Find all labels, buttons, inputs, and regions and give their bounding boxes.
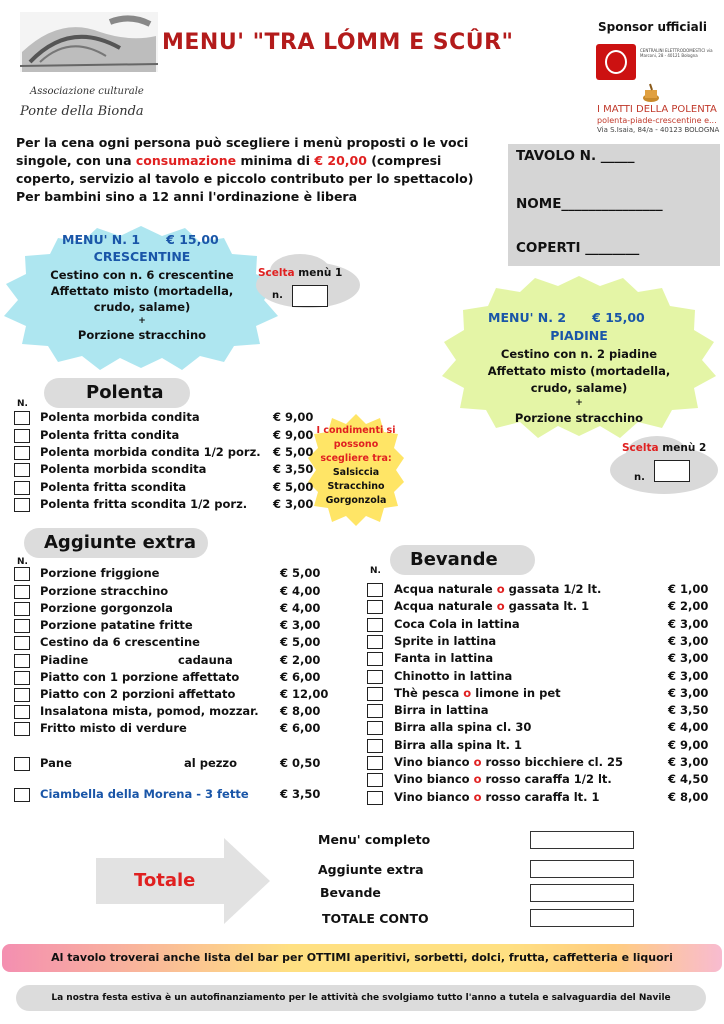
checkbox[interactable] [14, 602, 30, 616]
extra-item-price: € 3,00 [280, 618, 321, 632]
drink-item-price: € 3,00 [668, 686, 709, 700]
condiments-text: I condimenti si possono scegliere tra: Salsiccia Stracchino Gorgonzola [316, 425, 396, 506]
polenta-pot-icon [640, 82, 662, 104]
drink-item-name: Birra alla spina lt. 1 [394, 738, 523, 752]
extra-item-name: Porzione patatine fritte [40, 618, 193, 632]
drink-item-price: € 2,00 [668, 599, 709, 613]
total-bill-field[interactable] [530, 909, 634, 927]
extra-item-price: € 6,00 [280, 670, 321, 684]
polenta-item-price: € 9,00 [273, 410, 314, 424]
extra-item-price: € 2,00 [280, 653, 321, 667]
checkbox[interactable] [14, 636, 30, 650]
extra-item-price: € 8,00 [280, 704, 321, 718]
extra-item-name: Pane [40, 756, 72, 770]
drink-item-price: € 9,00 [668, 738, 709, 752]
footer-note: La nostra festa estiva è un autofinanziamento per le attività che svolgiamo tutto l'anno a tutela e salvaguardia del Navile [16, 985, 706, 1011]
drink-item-price: € 8,00 [668, 790, 709, 804]
total-drinks-label: Bevande [320, 885, 381, 900]
checkbox[interactable] [367, 687, 383, 701]
polenta-item-name: Polenta morbida scondita [40, 462, 207, 476]
checkbox[interactable] [367, 756, 383, 770]
drink-item-price: € 3,00 [668, 651, 709, 665]
intro-line-4: Per bambini sino a 12 anni l'ordinazione è libera [16, 189, 358, 204]
extra-item-name: Ciambella della Morena - 3 fette [40, 787, 249, 801]
checkbox[interactable] [367, 704, 383, 718]
extra-n-label: N. [17, 557, 28, 567]
checkbox[interactable] [367, 583, 383, 597]
polenta-item-name: Polenta fritta scondita 1/2 porz. [40, 497, 248, 511]
totale-label: Totale [134, 870, 196, 891]
checkbox[interactable] [14, 481, 30, 495]
polenta-section-title: Polenta [44, 378, 190, 408]
checkbox[interactable] [367, 773, 383, 787]
sponsor-logo-text: CENTRALINI ELETTRODOMESTICI via Marconi, 28 - 40121 Bologna [640, 48, 713, 58]
menu2-n-label: n. [634, 472, 645, 483]
checkbox[interactable] [14, 463, 30, 477]
extra-item-name: Porzione stracchino [40, 584, 169, 598]
menu2-description: Cestino con n. 2 piadine Affettato misto (mortadella, crudo, salame) + Porzione stracchino [487, 347, 671, 425]
checkbox[interactable] [14, 757, 30, 771]
nome-field[interactable]: NOME_______________ [516, 196, 663, 212]
drink-item-price: € 3,00 [668, 669, 709, 683]
extra-item-price: € 4,00 [280, 601, 321, 615]
drink-item-name: Sprite in lattina [394, 634, 497, 648]
checkbox[interactable] [14, 722, 30, 736]
polenta-item-price: € 3,50 [273, 462, 314, 476]
checkbox[interactable] [367, 721, 383, 735]
extra-item-price: € 3,50 [280, 787, 321, 801]
menu2-title: MENU' N. 2 € 15,00 [488, 310, 645, 325]
polenta-item-name: Polenta fritta scondita [40, 480, 187, 494]
extra-item-name: Fritto misto di verdure [40, 721, 187, 735]
checkbox[interactable] [14, 585, 30, 599]
polenta-item-name: Polenta morbida condita [40, 410, 200, 424]
bar-list-banner: Al tavolo troverai anche lista del bar per OTTIMI aperitivi, sorbetti, dolci, frutta, caffetteria e liquori [2, 944, 722, 972]
intro-text [16, 134, 516, 206]
association-label: Associazione culturale [30, 86, 144, 97]
menu2-name: PIADINE [550, 328, 608, 343]
drink-item-price: € 3,00 [668, 634, 709, 648]
menu1-quantity-box[interactable] [292, 285, 328, 307]
drinks-n-label: N. [370, 566, 381, 576]
intro-line-3: coperto, servizio al tavolo e piccolo contributo per lo spettacolo) [16, 171, 474, 186]
minimum-amount: € 20,00 [314, 153, 367, 168]
sponsor-matti-subtitle: polenta-piade-crescentine e... [597, 116, 717, 125]
menu1-title: MENU' N. 1 € 15,00 [62, 232, 219, 247]
extra-item-name: Piadine [40, 653, 89, 667]
extra-item-price: € 12,00 [280, 687, 329, 701]
drink-item-price: € 3,50 [668, 703, 709, 717]
extra-item-price: € 4,00 [280, 584, 321, 598]
total-drinks-field[interactable] [530, 884, 634, 902]
consumption-highlight: consumazione [135, 153, 237, 168]
page-title: MENU' "TRA LÓMM E SCÛR" [162, 30, 514, 55]
polenta-item-price: € 5,00 [273, 480, 314, 494]
checkbox[interactable] [367, 791, 383, 805]
drink-item-name: Vino bianco o rosso caraffa 1/2 lt. [394, 772, 612, 786]
sponsor-title: Sponsor ufficiali [598, 20, 707, 34]
drink-item-name: Vino bianco o rosso bicchiere cl. 25 [394, 755, 623, 769]
checkbox[interactable] [367, 652, 383, 666]
drink-item-name: Acqua naturale o gassata lt. 1 [394, 599, 590, 613]
checkbox[interactable] [367, 635, 383, 649]
extra-item-name: Piatto con 2 porzioni affettato [40, 687, 236, 701]
extra-item-name: Porzione gorgonzola [40, 601, 173, 615]
drink-item-name: Birra alla spina cl. 30 [394, 720, 532, 734]
polenta-item-name: Polenta morbida condita 1/2 porz. [40, 445, 261, 459]
checkbox[interactable] [14, 619, 30, 633]
sponsor-matti-address: Via S.Isaia, 84/a - 40123 BOLOGNA [597, 126, 720, 134]
menu1-description: Cestino con n. 6 crescentine Affettato misto (mortadella, crudo, salame) + Porzione stracchino [50, 268, 234, 342]
menu1-name: CRESCENTINE [93, 249, 191, 264]
polenta-item-name: Polenta fritta condita [40, 428, 180, 442]
polenta-item-price: € 9,00 [273, 428, 314, 442]
checkbox[interactable] [14, 498, 30, 512]
menu2-choice-label: Scelta menù 2 [622, 442, 707, 454]
extra-item-name: Porzione friggione [40, 566, 160, 580]
total-menu-field[interactable] [530, 831, 634, 849]
extra-item-price: € 5,00 [280, 635, 321, 649]
drink-item-price: € 4,00 [668, 720, 709, 734]
extra-item-price: € 6,00 [280, 721, 321, 735]
intro-line-1: Per la cena ogni persona può scegliere i menù proposti o le voci [16, 135, 469, 150]
tavolo-field[interactable]: TAVOLO N. _____ [516, 148, 635, 164]
checkbox[interactable] [14, 705, 30, 719]
checkbox[interactable] [367, 739, 383, 753]
checkbox[interactable] [14, 654, 30, 668]
drink-item-price: € 3,00 [668, 617, 709, 631]
checkbox[interactable] [14, 446, 30, 460]
extra-item-name: Cestino da 6 crescentine [40, 635, 200, 649]
drink-item-price: € 4,50 [668, 772, 709, 786]
drink-item-price: € 1,00 [668, 582, 709, 596]
drink-item-price: € 3,00 [668, 755, 709, 769]
drink-item-name: Birra in lattina [394, 703, 489, 717]
association-name: Ponte della Bionda [20, 104, 144, 119]
checkbox[interactable] [14, 688, 30, 702]
checkbox[interactable] [14, 567, 30, 581]
drink-item-name: Acqua naturale o gassata 1/2 lt. [394, 582, 602, 596]
extra-item-name: Insalatona mista, pomod, mozzar. [40, 704, 259, 718]
extra-item-unit: al pezzo [184, 756, 238, 770]
bridge-illustration [20, 12, 158, 72]
checkbox[interactable] [14, 671, 30, 685]
extra-item-price: € 0,50 [280, 756, 321, 770]
menu1-choice-label: Scelta menù 1 [258, 267, 343, 279]
checkbox[interactable] [14, 788, 30, 802]
sponsor-logo [596, 44, 636, 80]
checkbox[interactable] [367, 618, 383, 632]
extra-item-price: € 5,00 [280, 566, 321, 580]
drinks-section-title: Bevande [390, 545, 535, 575]
menu1-n-label: n. [272, 290, 283, 301]
total-bill-label: TOTALE CONTO [322, 911, 429, 926]
drink-item-name: Fanta in lattina [394, 651, 494, 665]
drink-item-name: Thè pesca o limone in pet [394, 686, 561, 700]
polenta-n-label: N. [17, 399, 28, 409]
coperti-field[interactable]: COPERTI ________ [516, 240, 640, 256]
table-info-box [508, 144, 720, 266]
polenta-item-price: € 5,00 [273, 445, 314, 459]
extra-item-name: Piatto con 1 porzione affettato [40, 670, 240, 684]
intro-line-2: singole, con una consumazione minima di € 20,00 (compresi [16, 153, 442, 168]
sponsor-matti-name: I MATTI DELLA POLENTA [597, 104, 717, 115]
total-extra-label: Aggiunte extra [318, 862, 424, 877]
polenta-item-price: € 3,00 [273, 497, 314, 511]
menu2-quantity-box[interactable] [654, 460, 690, 482]
drink-item-name: Vino bianco o rosso caraffa lt. 1 [394, 790, 600, 804]
total-menu-label: Menu' completo [318, 832, 431, 847]
checkbox[interactable] [367, 600, 383, 614]
checkbox[interactable] [14, 411, 30, 425]
checkbox[interactable] [367, 670, 383, 684]
checkbox[interactable] [14, 429, 30, 443]
extra-item-unit: cadauna [178, 653, 233, 667]
drink-item-name: Coca Cola in lattina [394, 617, 520, 631]
total-extra-field[interactable] [530, 860, 634, 878]
extra-section-title: Aggiunte extra [24, 528, 208, 558]
drink-item-name: Chinotto in lattina [394, 669, 513, 683]
